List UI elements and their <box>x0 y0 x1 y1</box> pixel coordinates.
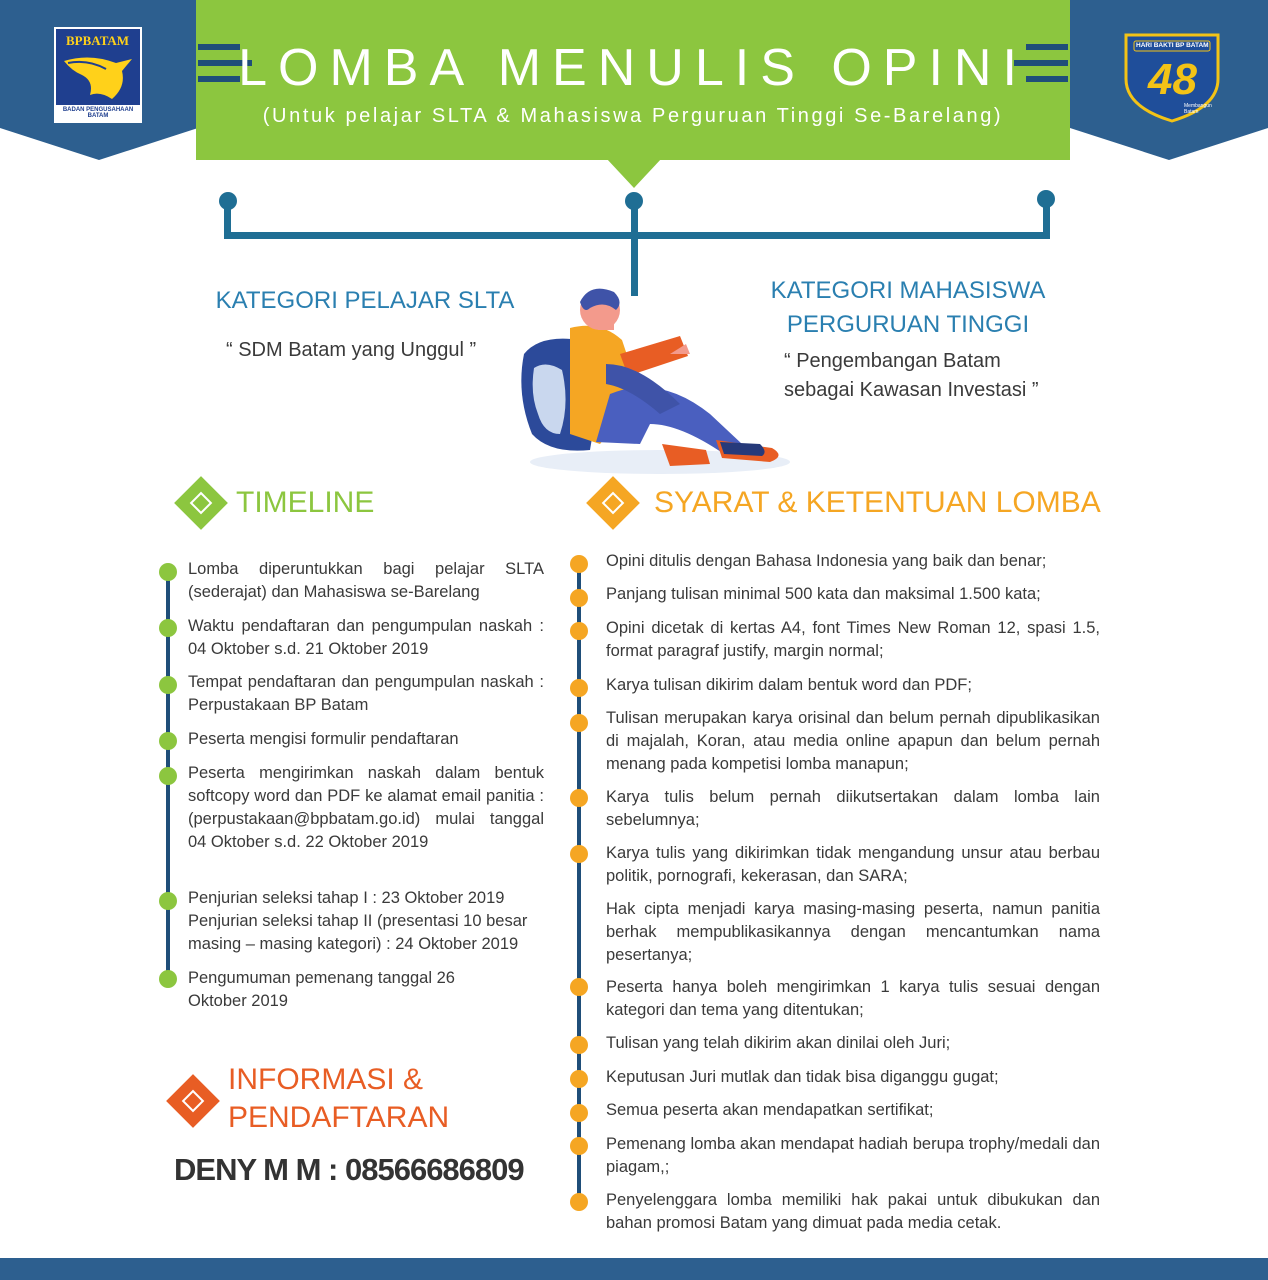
info-diamond-icon <box>166 1074 220 1128</box>
eagle-icon <box>60 49 136 105</box>
rules-bullet <box>570 1104 588 1122</box>
hari-bakti-48-logo <box>1122 27 1222 123</box>
rules-bullet <box>570 1070 588 1088</box>
connector-dot <box>625 192 643 210</box>
timeline-item: Tempat pendaftaran dan pengumpulan naskah : Perpustakaan BP Batam <box>188 673 544 714</box>
page-title: LOMBA MENULIS OPINI <box>238 39 1028 97</box>
contact-info: DENY M M : 08566686809 <box>174 1152 524 1187</box>
rules-bullet <box>570 845 588 863</box>
footer-bar <box>0 1258 1268 1280</box>
timeline-bullet <box>159 970 177 988</box>
rules-bullet <box>570 714 588 732</box>
category-mahasiswa-theme-1: “ Pengembangan Batam <box>784 350 1001 372</box>
rules-item: Karya tulis belum pernah diikutsertakan dalam lomba lain sebelumnya; <box>606 788 1100 829</box>
rules-diamond-icon <box>586 476 640 530</box>
rules-heading: SYARAT & KETENTUAN LOMBA <box>654 486 1101 519</box>
rules-item: Peserta hanya boleh mengirimkan 1 karya tulis sesuai dengan kategori dan tema yang ditentukan; <box>606 978 1100 1019</box>
rules-item: Karya tulis yang dikirimkan tidak mengandung unsur atau berbau politik, pornografi, kekerasan, dan SARA; <box>606 844 1100 885</box>
timeline-bullet <box>159 619 177 637</box>
timeline-item: Peserta mengirimkan naskah dalam bentuk softcopy word dan PDF ke alamat email panitia : (perpustakaan@bpbatam.go.id) mulai tanggal 04 Oktober s.d. 22 Oktober 2019 <box>188 764 544 851</box>
connector-center <box>631 200 638 296</box>
timeline-bullet <box>159 732 177 750</box>
category-mahasiswa-title-1: KATEGORI MAHASISWA <box>770 277 1046 304</box>
rules-item: Tulisan merupakan karya orisinal dan belum pernah dipublikasikan di majalah, Koran, atau media online apapun dan belum pernah menang pada kompetisi lomba manapun; <box>606 709 1100 773</box>
rules-bullet <box>570 1193 588 1211</box>
reading-student-illustration <box>510 284 800 478</box>
timeline-item: Waktu pendaftaran dan pengumpulan naskah : 04 Oktober s.d. 21 Oktober 2019 <box>188 617 544 658</box>
page-subtitle: (Untuk pelajar SLTA & Mahasiswa Perguruan Tinggi Se-Barelang) <box>262 105 1004 127</box>
timeline-item: Penjurian seleksi tahap I : 23 Oktober 2019 Penjurian seleksi tahap II (presentasi 10 besar masing – masing kategori) : 24 Oktober 2019 <box>188 889 528 953</box>
timeline-item: Lomba diperuntukkan bagi pelajar SLTA (sederajat) dan Mahasiswa se-Barelang <box>188 560 544 601</box>
info-heading-1: INFORMASI & <box>228 1063 424 1096</box>
rules-bullet <box>570 1036 588 1054</box>
logo-right-number: 48 <box>1148 55 1197 104</box>
category-slta-title: KATEGORI PELAJAR SLTA <box>215 287 515 314</box>
info-heading-2: PENDAFTARAN <box>228 1101 450 1134</box>
rules-bullet <box>570 1137 588 1155</box>
bp-batam-logo <box>54 27 142 123</box>
connector-dot <box>219 192 237 210</box>
rules-item: Pemenang lomba akan mendapat hadiah berupa trophy/medali dan piagam,; <box>606 1135 1100 1176</box>
logo-left-caption: BADAN PENGUSAHAAN BATAM <box>56 105 140 121</box>
rules-bullet <box>570 555 588 573</box>
rules-bullet <box>570 789 588 807</box>
rules-item: Hak cipta menjadi karya masing-masing peserta, namun panitia berhak mempublikasikannya dengan mencantumkan nama pesertanya; <box>606 900 1100 964</box>
category-mahasiswa-theme-2: sebagai Kawasan Investasi ” <box>784 379 1039 401</box>
logo-right-text: HARI BAKTI BP BATAM <box>1136 42 1209 49</box>
category-mahasiswa-title-2: PERGURUAN TINGGI <box>786 311 1030 338</box>
timeline-bullet <box>159 767 177 785</box>
rules-item: Tulisan yang telah dikirim akan dinilai oleh Juri; <box>606 1034 951 1052</box>
timeline-diamond-icon <box>174 476 228 530</box>
timeline-heading: TIMELINE <box>236 486 375 519</box>
rules-item: Karya tulisan dikirim dalam bentuk word dan PDF; <box>606 676 972 694</box>
rules-bullet <box>570 622 588 640</box>
timeline-bullet <box>159 563 177 581</box>
logo-left-text: BPBATAM <box>66 33 130 48</box>
timeline-bullet <box>159 892 177 910</box>
connector-dot <box>1037 190 1055 208</box>
rules-item: Semua peserta akan mendapatkan sertifikat; <box>606 1101 934 1119</box>
rules-bullet <box>570 589 588 607</box>
rules-item: Penyelenggara lomba memiliki hak pakai untuk dibukukan dan bahan promosi Batam yang dimuat pada media cetak. <box>606 1191 1100 1232</box>
rules-item: Panjang tulisan minimal 500 kata dan maksimal 1.500 kata; <box>606 585 1041 603</box>
timeline-bullet <box>159 676 177 694</box>
header-pointer <box>606 158 662 188</box>
rules-item: Opini ditulis dengan Bahasa Indonesia yang baik dan benar; <box>606 552 1047 570</box>
logo-right-caption: Membangun Batam <box>1184 103 1212 115</box>
timeline-item: Pengumuman pemenang tanggal 26 Oktober 2019 <box>188 969 455 1010</box>
timeline-item: Peserta mengisi formulir pendaftaran <box>188 730 459 748</box>
rules-bullet <box>570 679 588 697</box>
category-slta-theme: “ SDM Batam yang Unggul ” <box>226 339 477 361</box>
rules-item: Keputusan Juri mutlak dan tidak bisa diganggu gugat; <box>606 1068 999 1086</box>
rules-item: Opini dicetak di kertas A4, font Times New Roman 12, spasi 1.5, format paragraf justify, margin normal; <box>606 619 1100 660</box>
rules-bullet <box>570 978 588 996</box>
